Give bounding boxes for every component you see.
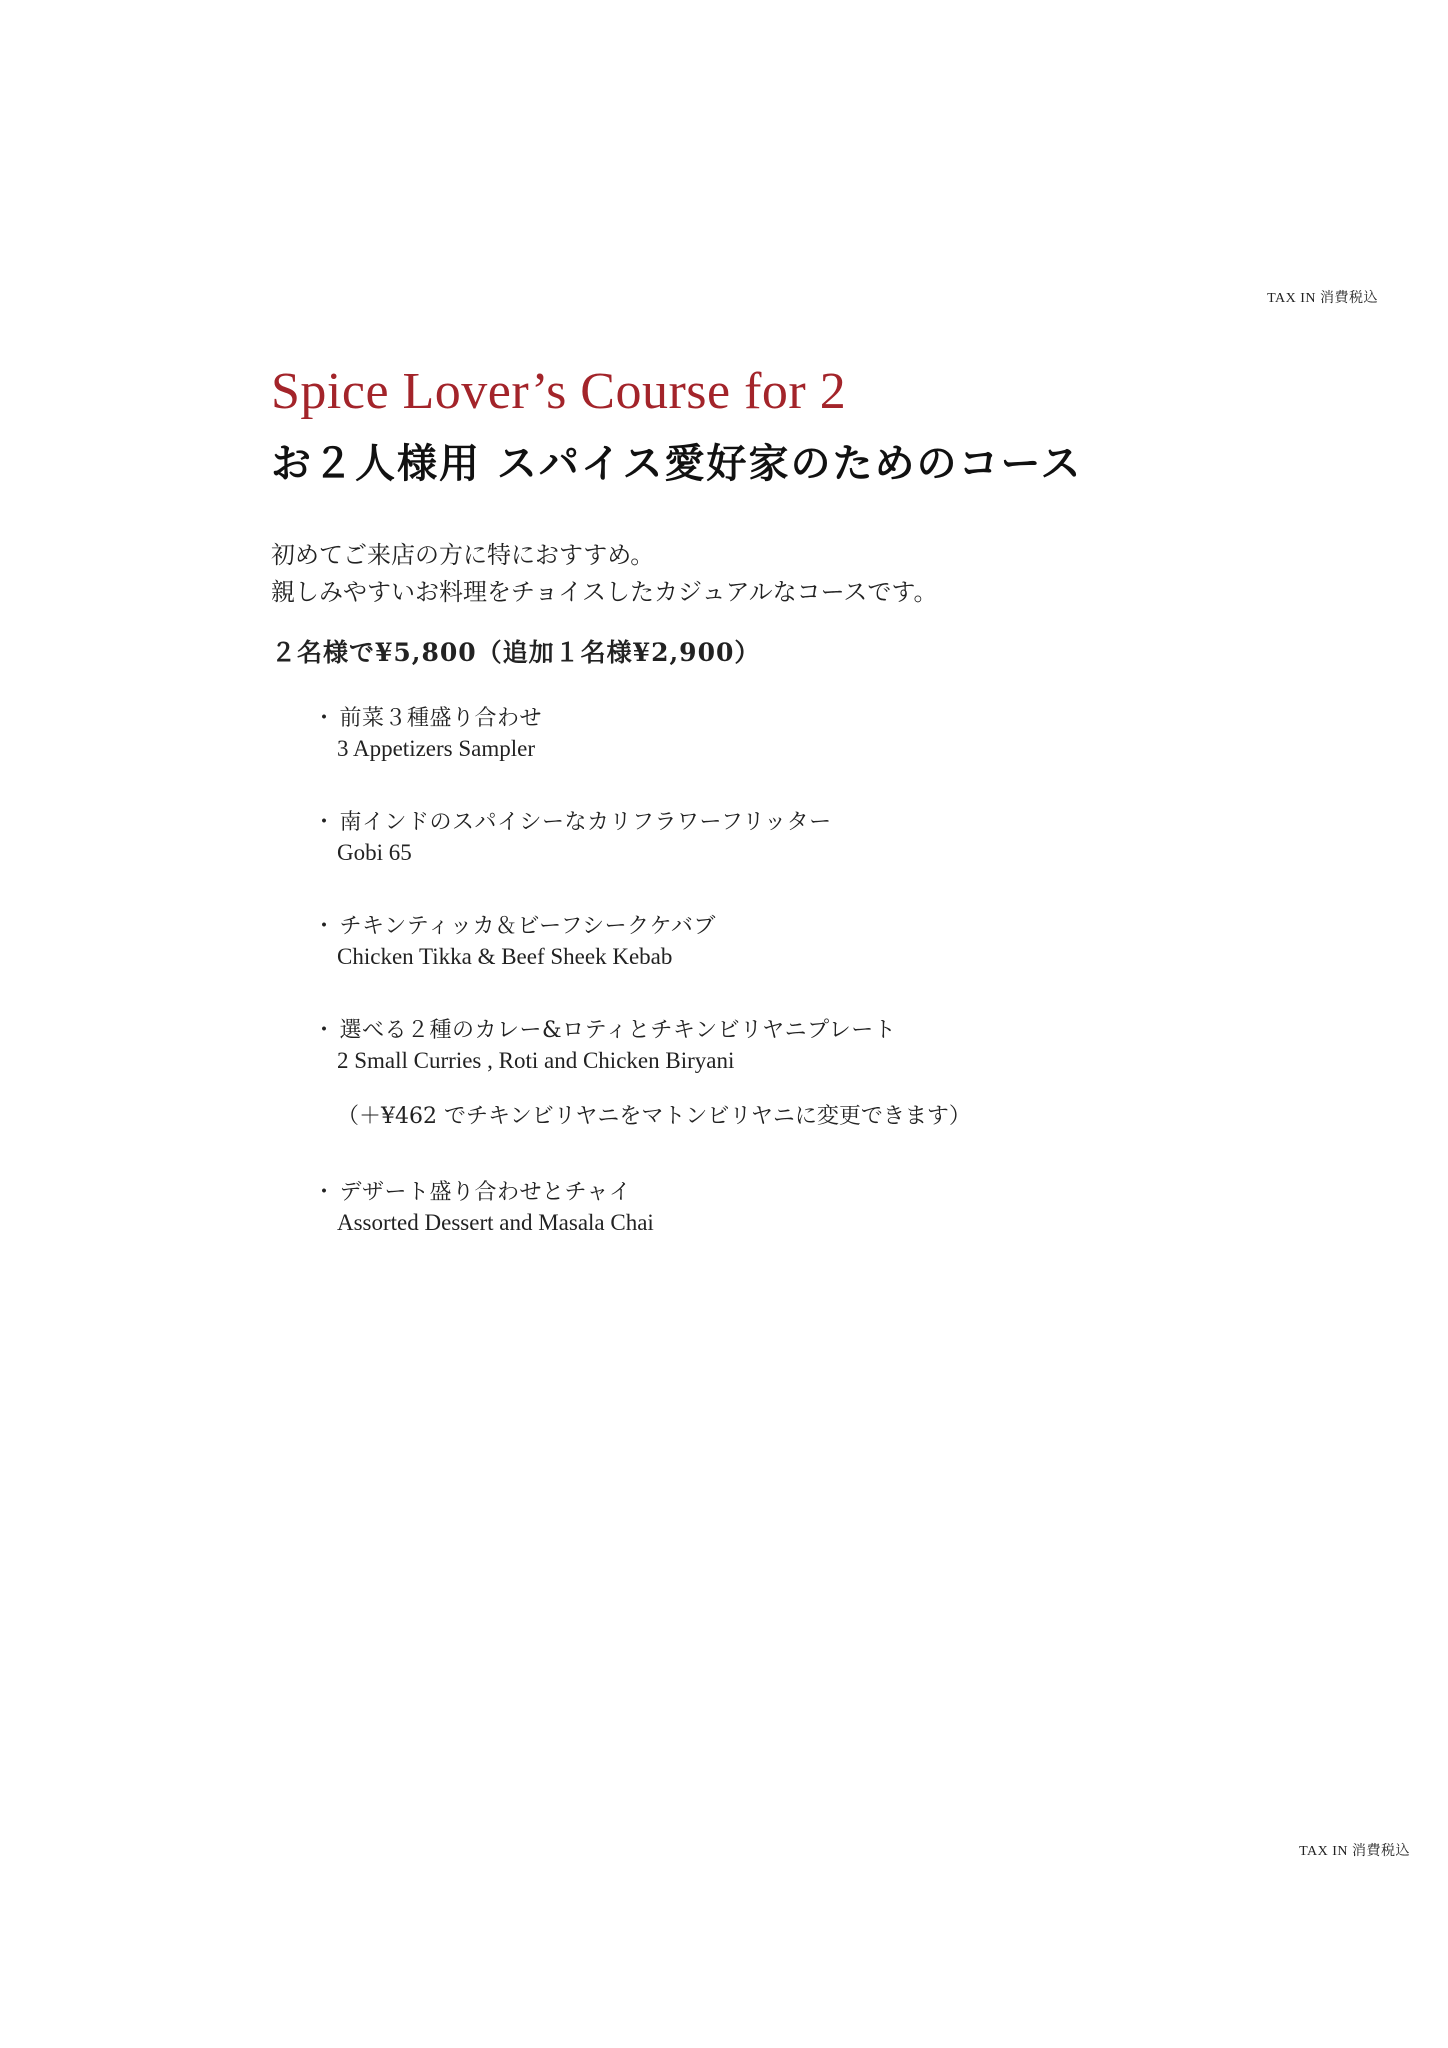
menu-item-name-ja: デザート盛り合わせとチャイ [339,1180,632,1205]
tax-note-top: TAX IN 消費税込 [1267,291,1378,306]
bullet: ・ [313,1180,336,1205]
menu-item-dessert [313,1178,654,1238]
menu-item-name-en: Assorted Dessert and Masala Chai [337,1210,654,1235]
menu-item-name-ja: 選べる２種のカレー&ロティとチキンビリヤニプレート [339,1018,897,1043]
tax-note-bottom: TAX IN 消費税込 [1299,1844,1410,1859]
menu-item-appetizers [313,704,542,764]
course-title-japanese: お２人様用 スパイス愛好家のためのコース [271,440,1083,487]
menu-item-name-ja: チキンティッカ＆ビーフシークケバブ [339,914,716,939]
menu-item-name-en: 2 Small Curries , Roti and Chicken Biryani [337,1048,735,1073]
course-price: ２名様で¥5,800（追加１名様¥2,900） [271,638,761,667]
menu-item-name-ja: 前菜３種盛り合わせ [339,706,543,731]
menu-item-note: （＋¥462 でチキンビリヤニをマトンビリヤニに変更できます） [337,1104,971,1129]
menu-item-name-en: Gobi 65 [337,840,412,865]
bullet: ・ [313,810,336,835]
bullet: ・ [313,706,336,731]
menu-item-curry-plate [313,1016,971,1132]
bullet: ・ [313,1018,336,1043]
course-title-english: Spice Lover’s Course for 2 [271,363,847,420]
intro-line-1: 初めてご来店の方に特におすすめ。 [271,541,655,569]
menu-item-name-ja: 南インドのスパイシーなカリフラワーフリッター [339,810,832,835]
menu-item-kebab [313,912,716,972]
course-intro [271,537,937,611]
intro-line-2: 親しみやすいお料理をチョイスしたカジュアルなコースです。 [271,578,938,606]
menu-item-gobi [313,808,832,868]
bullet: ・ [313,914,336,939]
menu-item-name-en: 3 Appetizers Sampler [337,736,536,761]
menu-item-name-en: Chicken Tikka & Beef Sheek Kebab [337,944,673,969]
